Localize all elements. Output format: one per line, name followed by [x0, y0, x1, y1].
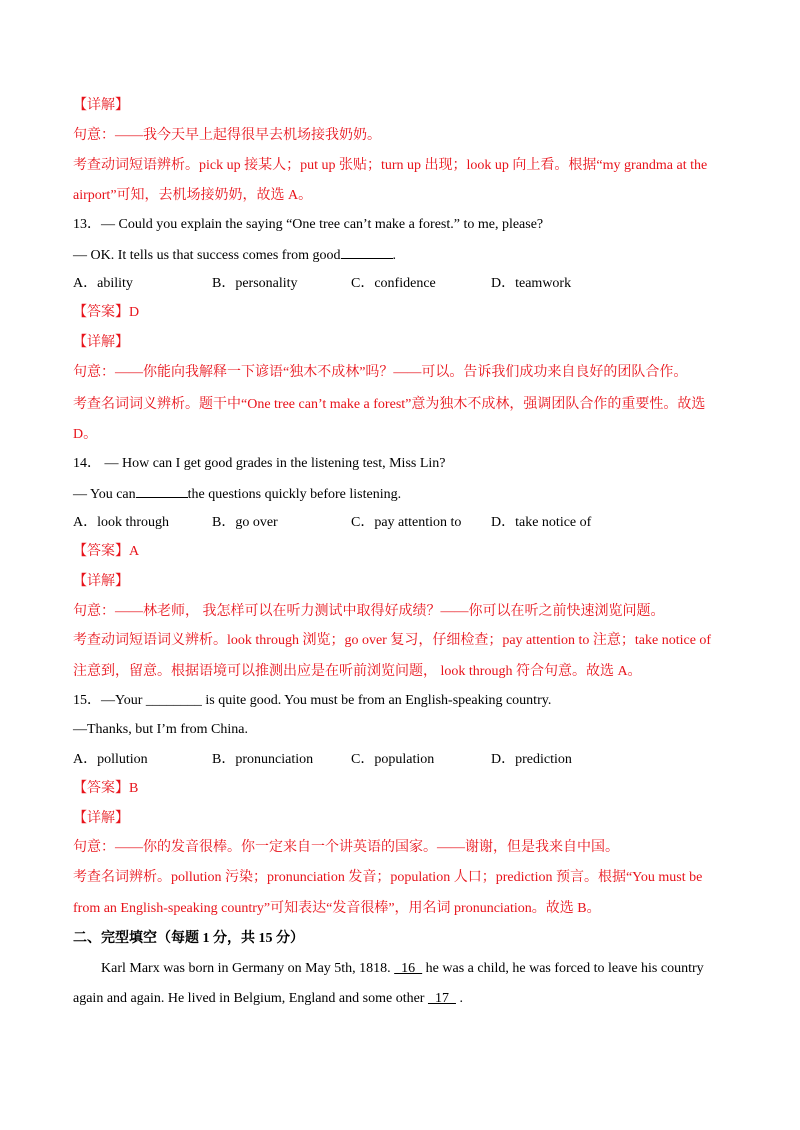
- passage-text: he was a child, he was forced to leave his country: [422, 961, 704, 976]
- detail-label: 【详解】: [73, 574, 129, 589]
- answer-label: 【答案】B: [73, 781, 139, 796]
- question-stem: 13．— Could you explain the saying “One tree can’t make a forest.” to me, please?: [73, 217, 544, 232]
- analysis-line: 考查名词词义辨析。题干中“One tree can’t make a forest”意为独木不成林，强调团队合作的重要性。故选: [73, 397, 706, 412]
- detail-label: 【详解】: [73, 98, 129, 113]
- answer-label: 【答案】D: [73, 305, 140, 320]
- option-d: D．take notice of: [491, 515, 592, 530]
- option-c: C．confidence: [351, 276, 436, 291]
- option-a: A．pollution: [73, 752, 148, 767]
- stem-text: — OK. It tells us that success comes from good: [73, 248, 341, 263]
- option-a: A．look through: [73, 515, 170, 530]
- question-stem-line: [73, 246, 396, 265]
- analysis-line: airport”可知，去机场接奶奶，故选 A。: [73, 188, 313, 203]
- sentence-meaning: 句意：——我今天早上起得很早去机场接我奶奶。: [73, 128, 381, 143]
- passage-text: again and again. He lived in Belgium, England and some other: [73, 991, 428, 1006]
- passage-text: Karl Marx was born in Germany on May 5th, 1818.: [101, 961, 395, 976]
- option-d: D．prediction: [491, 752, 572, 767]
- stem-text: .: [392, 248, 397, 263]
- detail-label: 【详解】: [73, 811, 129, 826]
- stem-text: the questions quickly before listening.: [187, 487, 402, 502]
- detail-label: 【详解】: [73, 335, 129, 350]
- option-c: C．population: [351, 752, 435, 767]
- analysis-line: from an English-speaking country”可知表达“发音很棒”，用名词 pronunciation。故选 B。: [73, 901, 601, 916]
- analysis-line: 考查名词辨析。pollution 污染；pronunciation 发音；population 人口；prediction 预言。根据“You must be: [73, 870, 703, 885]
- option-b: B．go over: [212, 515, 278, 530]
- passage-line: [101, 960, 704, 978]
- analysis-line: 注意到，留意。根据语境可以推测出应是在听前浏览问题， look through 符合句意。故选 A。: [73, 664, 642, 679]
- answer-blank: [136, 485, 188, 498]
- analysis-line: D。: [73, 427, 98, 442]
- passage-line: [73, 990, 463, 1008]
- stem-text: — You can: [73, 487, 136, 502]
- question-stem: —Thanks, but I’m from China.: [73, 722, 248, 737]
- question-stem-line: [73, 485, 401, 504]
- blank-16: 16: [394, 961, 423, 976]
- answer-blank: [341, 246, 393, 259]
- option-b: B．personality: [212, 276, 298, 291]
- question-stem: 15．—Your ________ is quite good. You must be from an English-speaking country.: [73, 693, 552, 708]
- answer-label: 【答案】A: [73, 544, 140, 559]
- sentence-meaning: 句意：——你能向我解释一下谚语“独木不成林”吗？——可以。告诉我们成功来自良好的团队合作。: [73, 365, 688, 380]
- sentence-meaning: 句意：——你的发音很棒。你一定来自一个讲英语的国家。——谢谢，但是我来自中国。: [73, 840, 619, 855]
- analysis-line: 考查动词短语词义辨析。look through 浏览；go over 复习，仔细检查；pay attention to 注意；take notice of: [73, 633, 712, 648]
- option-a: A．ability: [73, 276, 133, 291]
- question-stem: 14． — How can I get good grades in the listening test, Miss Lin?: [73, 456, 446, 471]
- blank-17: 17: [427, 991, 456, 1006]
- passage-text: .: [455, 991, 463, 1006]
- section-title: 二、完型填空（每题 1 分，共 15 分）: [73, 931, 304, 946]
- analysis-line: 考查动词短语辨析。pick up 接某人；put up 张贴；turn up 出现；look up 向上看。根据“my grandma at the: [73, 158, 708, 173]
- sentence-meaning: 句意：——林老师， 我怎样可以在听力测试中取得好成绩？——你可以在听之前快速浏览问题。: [73, 604, 665, 619]
- option-b: B．pronunciation: [212, 752, 314, 767]
- option-d: D．teamwork: [491, 276, 572, 291]
- option-c: C．pay attention to: [351, 515, 462, 530]
